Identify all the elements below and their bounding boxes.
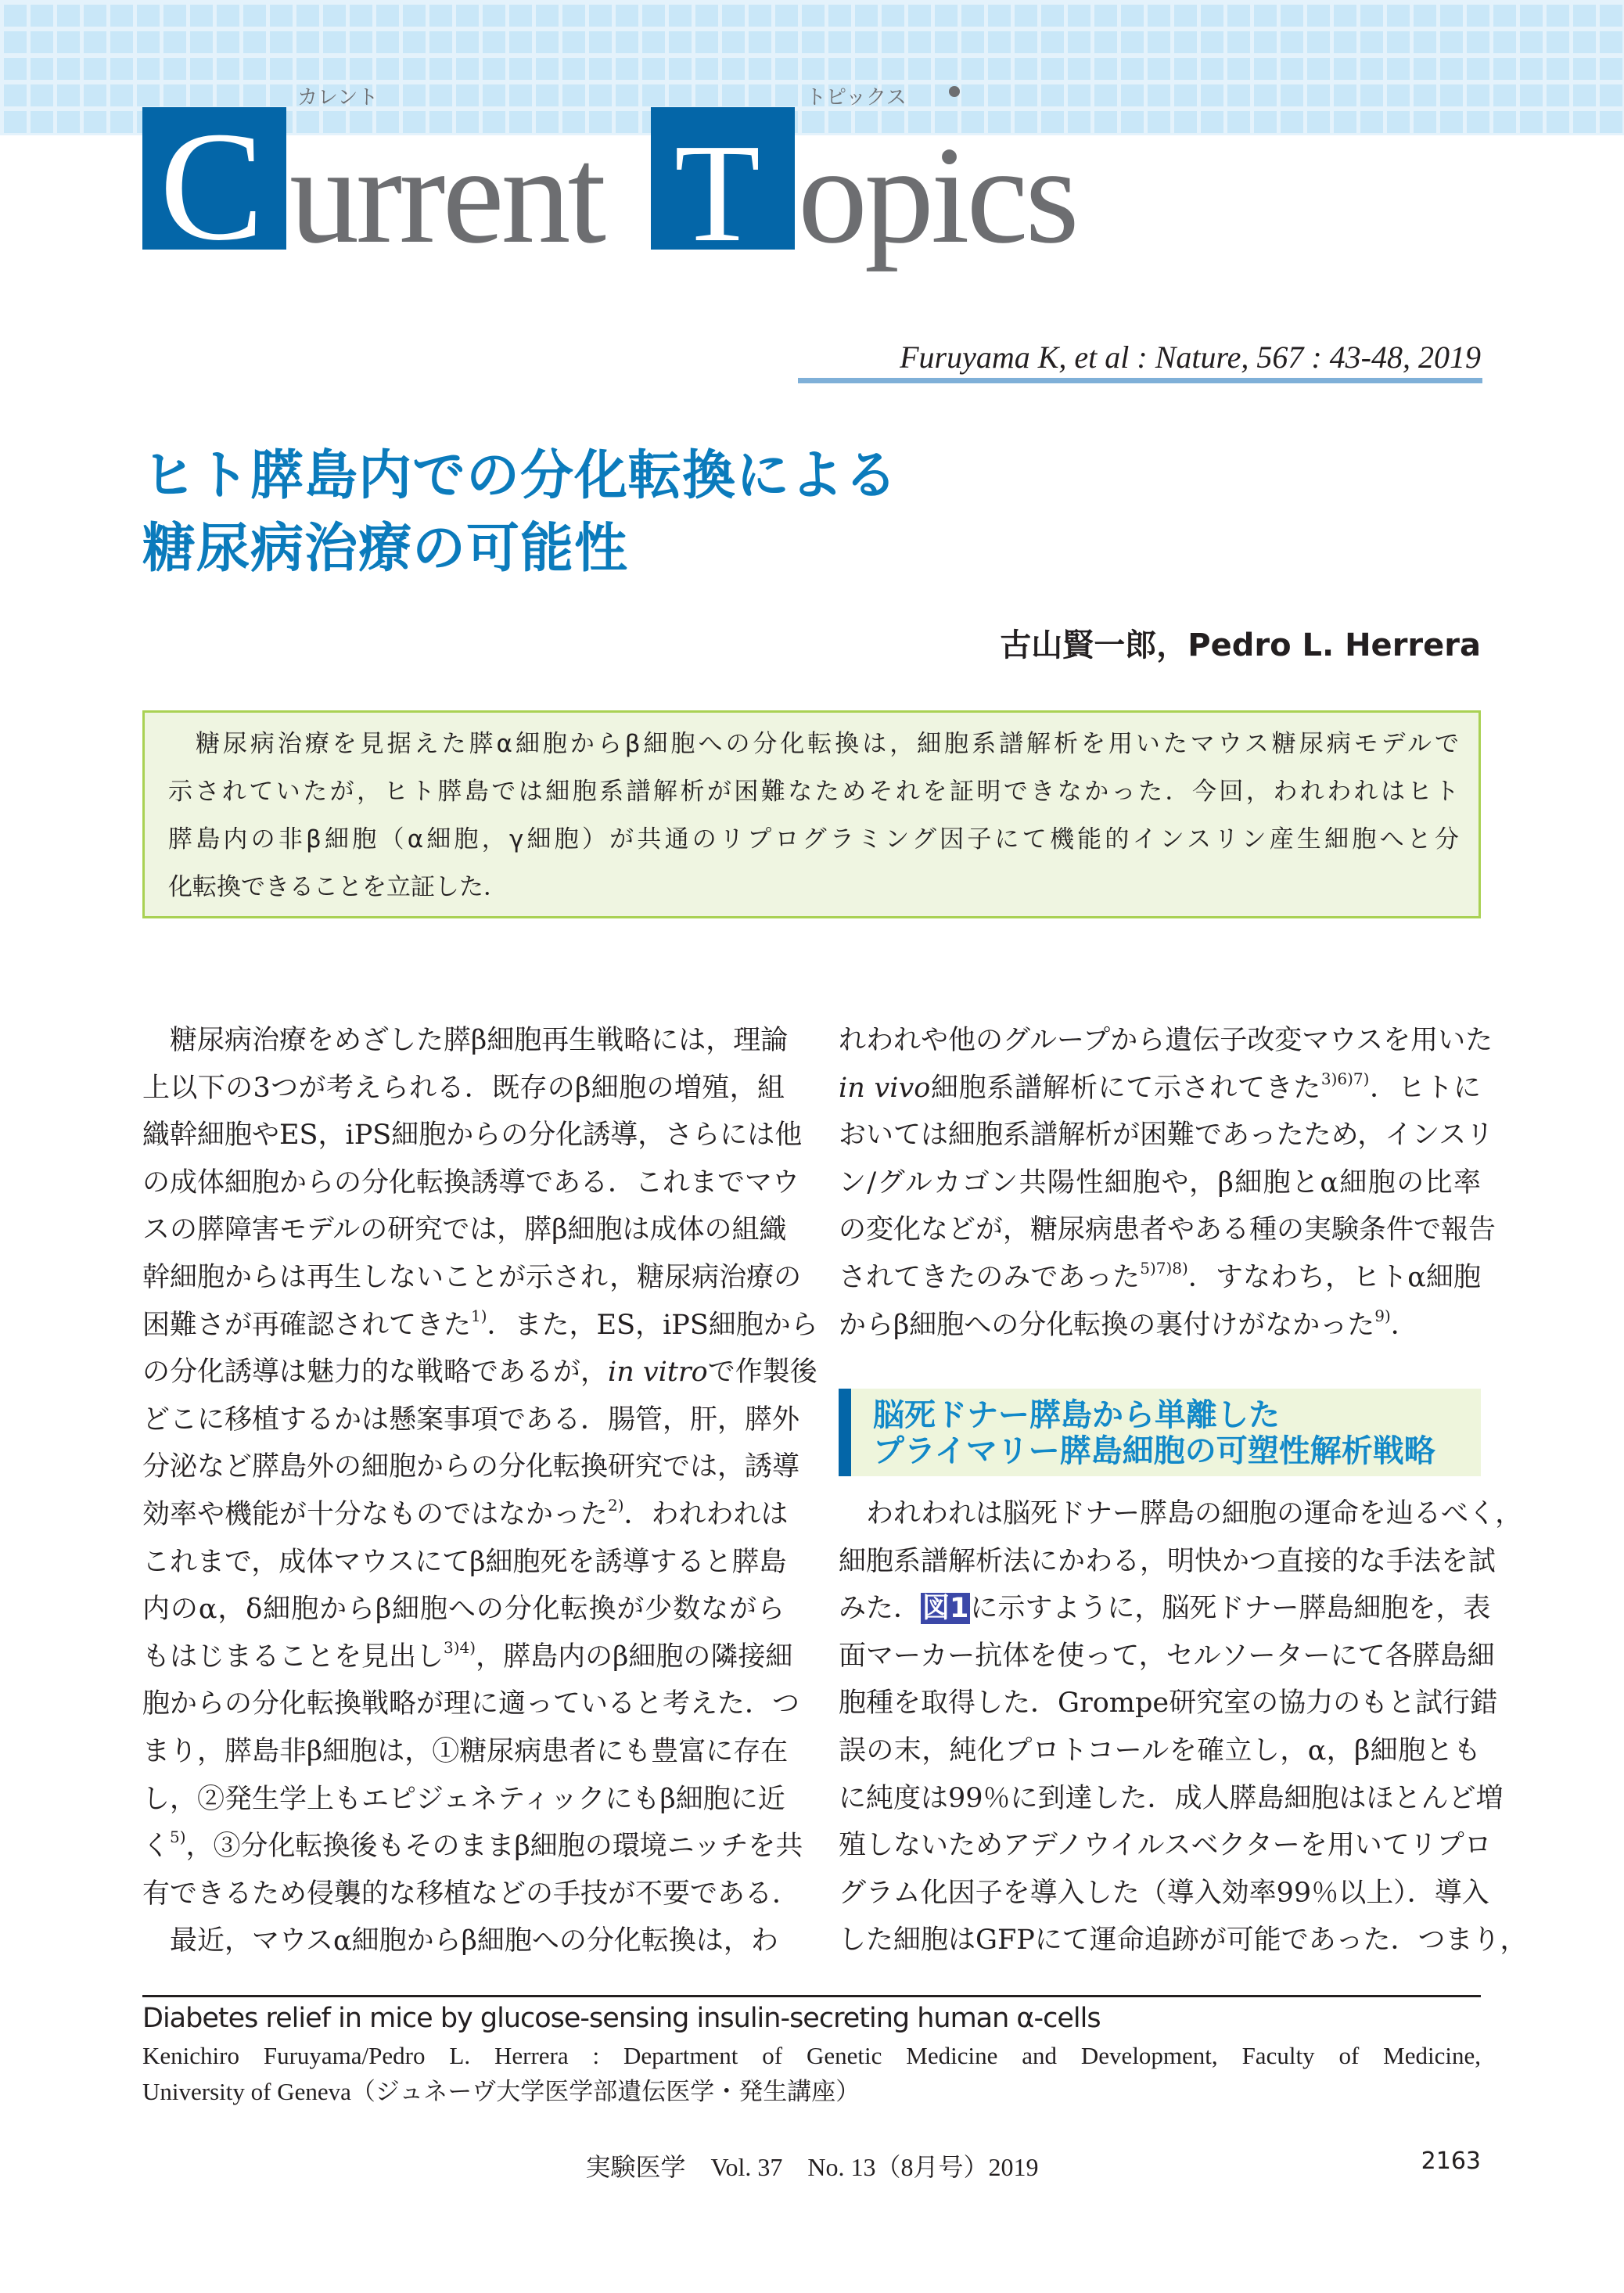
section-heading-line-1: 脳死ドナー膵島から単離した (873, 1397, 1280, 1433)
body-text-line (142, 1545, 785, 1580)
italic-term: in vitro (608, 1357, 708, 1389)
text-segment: からβ細胞への分化転換の裏付けがなかった (839, 1309, 1375, 1341)
text-segment: 困難さが再確認されてきた (142, 1309, 472, 1341)
text-segment: されてきたのみであった (839, 1262, 1141, 1293)
body-text-line (142, 1355, 817, 1389)
italic-term: in vivo (839, 1072, 931, 1104)
body-text-line (142, 1637, 793, 1674)
text-segment: これまで，成体マウスにてβ細胞死を誘導すると膵島 (142, 1546, 787, 1578)
section-heading-bar (839, 1389, 851, 1476)
text-segment: 糖尿病治療をめざした膵β細胞再生戦略には，理論 (142, 1025, 789, 1056)
logo-dot-icon (949, 86, 960, 97)
logo-word-topics: opics (798, 117, 1076, 272)
body-text-line (142, 1687, 800, 1721)
body-text-line (839, 1497, 1523, 1531)
text-segment: 幹細胞からは再生しないことが示され，糖尿病治療の (142, 1262, 802, 1293)
body-text-line (142, 1828, 803, 1864)
text-segment: 効率や機能が十分なものではなかった (142, 1499, 609, 1530)
reference-superscript: 3)6)7) (1320, 1069, 1370, 1088)
body-text-line (839, 1166, 1481, 1200)
text-segment: の成体細胞からの分化転換誘導である．これまでマウ (142, 1166, 800, 1199)
text-segment: グラム化因子を導入した（導入効率99％以上）．導入 (839, 1877, 1489, 1909)
text-segment: 織幹細胞やES，iPS細胞からの分化誘導，さらには他 (142, 1120, 803, 1152)
text-segment: の変化などが，糖尿病患者やある種の実験条件で報告 (839, 1214, 1496, 1246)
abstract-line: 示されていたが，ヒト膵島では細胞系譜解析が困難なためそれを証明できなかった．今回，われわれはヒト (168, 778, 1459, 806)
body-text-line (142, 1071, 785, 1105)
text-segment: ン/グルカゴン共陽性細胞や，β細胞とα細胞の比率 (839, 1166, 1481, 1199)
body-text-line (839, 1591, 1491, 1626)
body-text-line (839, 1734, 1481, 1768)
text-segment: ．すなわち，ヒトα細胞 (1187, 1262, 1482, 1293)
text-segment: 胞種を取得した．Grompe研究室の協力のもと試行錯 (839, 1687, 1498, 1720)
body-text-line (142, 1118, 803, 1152)
body-text-line (839, 1686, 1498, 1720)
body-text-line (142, 1877, 800, 1911)
body-text-line (142, 1734, 789, 1769)
text-segment: みた． (839, 1593, 922, 1625)
reference-superscript: 5) (170, 1828, 186, 1847)
body-text-line (839, 1828, 1492, 1863)
affiliation-line-2: University of Geneva（ジュネーヴ大学医学部遺伝医学・発生講座） (142, 2078, 861, 2105)
text-segment: 上以下の3つが考えられる．既存のβ細胞の増殖，組 (142, 1072, 785, 1104)
article-title-line-1: ヒト膵島内での分化転換による (142, 445, 899, 507)
text-segment: ．ヒトに (1369, 1072, 1481, 1104)
text-segment: 胞からの分化転換戦略が理に適っていると考えた．つ (142, 1688, 800, 1720)
body-text-line (839, 1308, 1481, 1342)
body-text-line (142, 1924, 785, 1958)
section-heading (839, 1389, 1481, 1476)
text-segment: く (142, 1831, 171, 1863)
reference-superscript: 9) (1374, 1306, 1391, 1325)
body-text-line (839, 1781, 1504, 1816)
text-segment: どこに移植するかは懸案事項である．腸管，肝，膵外 (142, 1403, 800, 1436)
body-text-line (839, 1923, 1528, 1957)
citation: Furuyama K, et al : Nature, 567 : 43-48, 2019 (900, 340, 1481, 375)
body-text-line (142, 1403, 800, 1437)
body-text-line (142, 1213, 785, 1247)
text-segment: おいては細胞系譜解析が困難であったため，インスリ (839, 1120, 1494, 1152)
figure-1-link[interactable]: 図1 (922, 1593, 969, 1625)
text-segment: し，②発生学上もエピジェネティックにもβ細胞に近 (142, 1783, 785, 1815)
text-segment: ．われわれは (623, 1499, 789, 1530)
body-text-line (839, 1876, 1489, 1910)
logo-c-box (142, 100, 286, 273)
body-text-line (142, 1496, 789, 1532)
body-text-line (839, 1213, 1496, 1247)
page-number: 2163 (1421, 2147, 1481, 2175)
text-segment: 殖しないためアデノウイルスベクターを用いてリプロ (839, 1830, 1492, 1862)
body-text-line (839, 1118, 1494, 1152)
reference-superscript: 1) (471, 1306, 487, 1325)
text-segment: れわれや他のグループから遺伝子改変マウスを用いた (839, 1025, 1493, 1056)
reference-superscript: 2) (608, 1496, 624, 1515)
logo-kana-topics: トピックス (806, 86, 907, 110)
logo-word-current: urrent (289, 117, 604, 272)
journal-footer: 実験医学 Vol. 37 No. 13（8月号）2019 (585, 2153, 1039, 2181)
logo-c-letter: C (160, 100, 264, 273)
text-segment: した細胞はGFPにて運命追跡が可能であった．つまり， (839, 1925, 1528, 1957)
text-segment: ，③分化転換後もそのままβ細胞の環境ニッチを共 (185, 1831, 803, 1863)
affiliation-line-1: Kenichiro Furuyama/Pedro L. Herrera : Department of Genetic Medicine and Development, Faculty of Medicine, (142, 2042, 1481, 2069)
text-segment: まり，膵島非β細胞は，①糖尿病患者にも豊富に存在 (142, 1736, 789, 1767)
abstract-line: 化転換できることを立証した． (168, 873, 508, 901)
article-title-line-2: 糖尿病治療の可能性 (142, 518, 629, 580)
authors: 古山賢一郎，Pedro L. Herrera (1000, 627, 1481, 663)
text-segment: に示すように，脳死ドナー膵島細胞を，表 (970, 1593, 1491, 1625)
text-segment: 有できるため侵襲的な移植などの手技が不要である． (142, 1878, 800, 1910)
body-text-line (142, 1450, 800, 1484)
text-segment: スの膵障害モデルの研究では，膵β細胞は成体の組織 (142, 1214, 787, 1246)
english-title: Diabetes relief in mice by glucose-sensing insulin-secreting human α-cells (142, 2003, 1101, 2034)
text-segment: 細胞系譜解析法にかわる，明快かつ直接的な手法を試 (839, 1545, 1496, 1577)
logo-kana-current: カレント (297, 86, 379, 110)
body-text-line (142, 1306, 818, 1342)
text-segment: の分化誘導は魅力的な戦略であるが， (142, 1357, 609, 1389)
body-text-line (142, 1782, 785, 1817)
section-heading-line-2: プライマリー膵島細胞の可塑性解析戦略 (873, 1433, 1435, 1469)
abstract-box (142, 710, 1481, 918)
text-segment: 誤の末，純化プロトコールを確立し，α，β細胞とも (839, 1735, 1481, 1766)
text-segment: われわれは脳死ドナー膵島の細胞の運命を辿るべく， (839, 1498, 1523, 1529)
text-segment: 細胞系譜解析にて示されてきた (930, 1072, 1321, 1104)
reference-superscript: 5)7)8) (1140, 1259, 1188, 1278)
text-segment: ．また，ES，iPS細胞から (487, 1309, 818, 1341)
reference-superscript: 3)4) (444, 1637, 476, 1657)
text-segment: ． (1390, 1309, 1418, 1341)
citation-underline (798, 378, 1482, 383)
body-text-line (142, 1023, 789, 1058)
text-segment: 分泌など膵島外の細胞からの分化転換研究では，誘導 (142, 1451, 800, 1483)
text-segment: ，膵島内のβ細胞の隣接細 (476, 1641, 793, 1673)
body-text-line (839, 1260, 1481, 1295)
body-text-line (142, 1260, 802, 1295)
text-segment: もはじまることを見出し (142, 1641, 444, 1673)
body-text-line (839, 1639, 1495, 1673)
text-segment: 内のα，δ細胞からβ細胞への分化転換が少数ながら (142, 1594, 785, 1626)
body-text-line (839, 1071, 1481, 1105)
body-text-line (142, 1592, 785, 1626)
body-text-line (142, 1166, 800, 1200)
text-segment: 面マーカー抗体を使って，セルソーターにて各膵島細 (839, 1640, 1495, 1672)
text-segment: 最近，マウスα細胞からβ細胞への分化転換は，わ (142, 1925, 778, 1957)
abstract-line: 糖尿病治療を見据えた膵α細胞からβ細胞への分化転換は，細胞系譜解析を用いたマウス糖尿病モデルで (168, 730, 1459, 758)
abstract-line: 膵島内の非β細胞（α細胞，γ細胞）が共通のリプログラミング因子にて機能的インスリン産生細胞へと分 (168, 825, 1459, 854)
body-text-line (839, 1544, 1496, 1579)
footer-divider (142, 1995, 1481, 1997)
logo-t-letter: T (674, 115, 760, 271)
text-segment: に純度は99％に到達した．成人膵島細胞はほとんど増 (839, 1782, 1504, 1814)
logo-t-box (651, 107, 795, 271)
text-segment: で作製後 (707, 1357, 817, 1389)
body-text-line (839, 1023, 1493, 1058)
